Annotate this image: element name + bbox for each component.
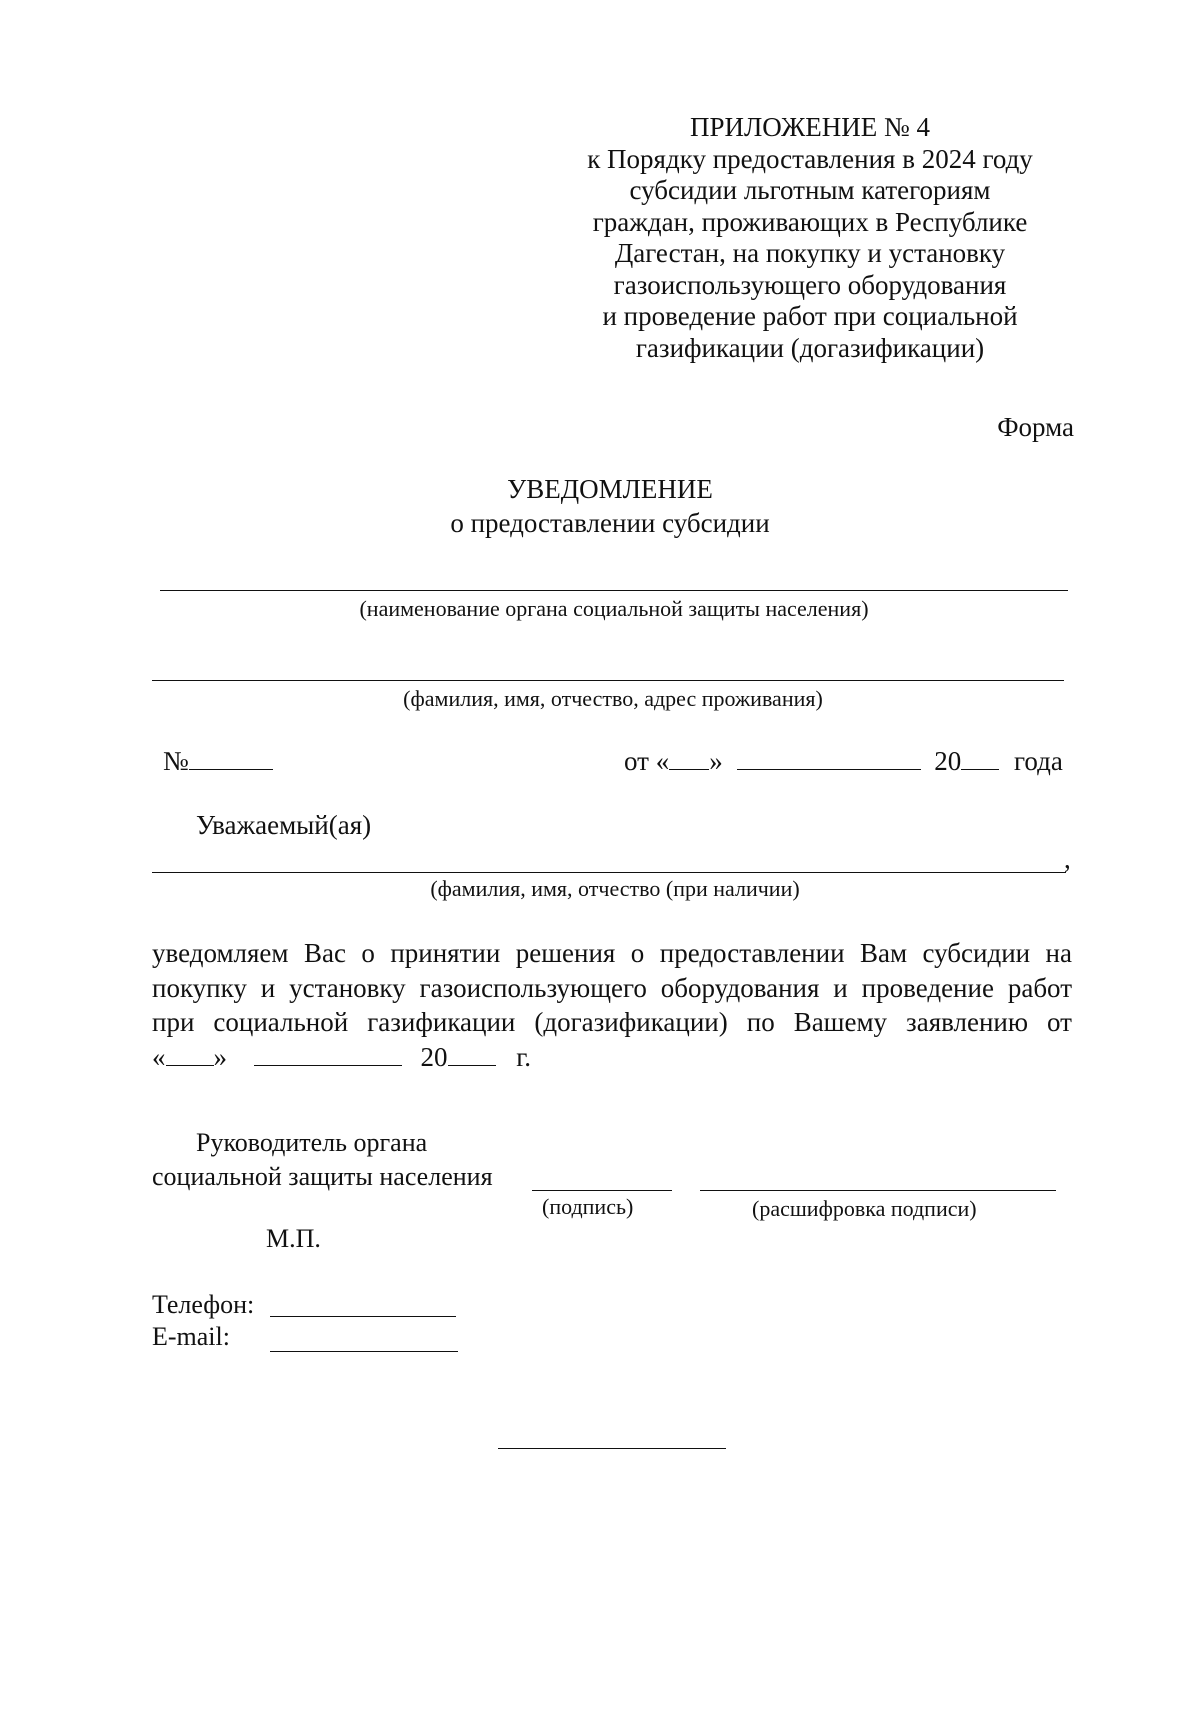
body-line-4 [152, 1040, 1072, 1075]
signature-title-line-2: социальной защиты населения [152, 1162, 493, 1191]
application-day-field[interactable] [166, 1043, 214, 1066]
body-line-1: уведомляем Вас о принятии решения о предоставлении Вам субсидии на [152, 938, 1072, 968]
appendix-line-6: газоиспользующего оборудования [613, 269, 1007, 300]
document-title: УВЕДОМЛЕНИЕ [507, 474, 713, 504]
greeting: Уважаемый(ая) [196, 810, 372, 840]
phone-field[interactable] [270, 1316, 456, 1317]
email-label: E-mail: [152, 1322, 230, 1351]
organ-name-field[interactable] [160, 590, 1068, 591]
signature-decoding-field[interactable] [700, 1190, 1056, 1191]
year-field[interactable] [961, 747, 999, 770]
number-row-date [624, 746, 1063, 777]
month-field[interactable] [737, 747, 921, 770]
organ-name-caption: (наименование органа социальной защиты населения) [359, 596, 869, 621]
greeting-comma: , [1064, 844, 1071, 874]
signature-field[interactable] [532, 1190, 672, 1191]
form-label: Форма [997, 412, 1074, 442]
appendix-line-7: и проведение работ при социальной [602, 301, 1018, 331]
application-year-suffix: г. [516, 1041, 532, 1072]
appendix-line-8: газификации (догазификации) [635, 332, 985, 363]
phone-label: Телефон: [152, 1290, 255, 1319]
body-line-3: при социальной газификации (догазификации) по Вашему заявлению от [152, 1007, 1072, 1037]
signature-caption: (подпись) [542, 1194, 634, 1219]
number-field[interactable] [189, 747, 273, 770]
date-quote-close: » [709, 746, 723, 776]
date-from-label: от « [624, 746, 670, 776]
email-field[interactable] [270, 1351, 458, 1352]
year-word: года [1013, 746, 1063, 776]
application-year-field[interactable] [448, 1043, 496, 1066]
recipient-name-caption: (фамилия, имя, отчество (при наличии) [430, 876, 800, 901]
stamp-label: М.П. [266, 1224, 321, 1253]
appendix-line-1: ПРИЛОЖЕНИЕ № 4 [689, 112, 931, 142]
recipient-name-field[interactable] [152, 872, 1066, 873]
person-address-caption: (фамилия, имя, отчество, адрес проживания) [403, 686, 823, 711]
body-line-2: покупку и установку газоиспользующего оборудования и проведение работ [152, 972, 1072, 1003]
appendix-line-5: Дагестан, на покупку и установку [614, 238, 1006, 268]
application-date-close: » [213, 1041, 227, 1072]
application-date-open: « [152, 1041, 166, 1072]
day-field[interactable] [669, 747, 709, 770]
number-row-left [163, 746, 273, 777]
application-month-field[interactable] [254, 1043, 402, 1066]
appendix-line-2: к Порядку предоставления в 2024 году [587, 143, 1033, 174]
signature-title-line-1: Руководитель органа [196, 1128, 428, 1157]
signature-decoding-caption: (расшифровка подписи) [752, 1196, 977, 1221]
appendix-line-4: граждан, проживающих в Республике [592, 206, 1028, 237]
application-year-prefix: 20 [420, 1041, 448, 1072]
person-address-field[interactable] [152, 680, 1064, 681]
closing-separator [498, 1448, 726, 1449]
notification-body [152, 936, 1072, 1074]
number-sign: № [163, 746, 189, 776]
year-prefix: 20 [934, 746, 962, 776]
document-subtitle: о предоставлении субсидии [450, 508, 770, 538]
appendix-header [560, 112, 1060, 364]
appendix-line-3: субсидии льготным категориям [629, 175, 991, 205]
